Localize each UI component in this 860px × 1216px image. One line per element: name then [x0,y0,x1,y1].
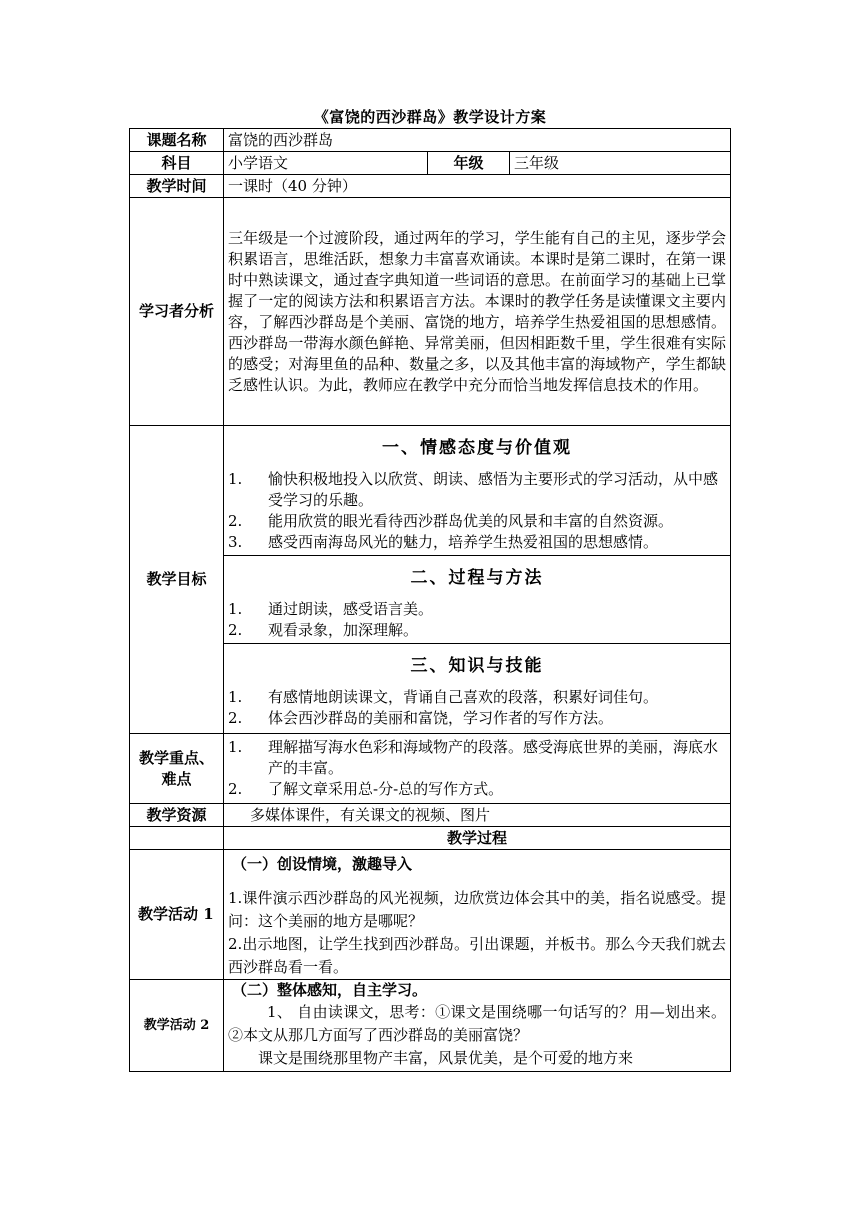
activity-2-paragraph: 课文是围绕那里物产丰富，风景优美，是个可爱的地方来 [258,1049,634,1067]
goal-item [228,599,726,620]
learner-analysis-label: 学习者分析 [130,198,224,426]
process-header: 教学过程 [224,827,731,850]
key-point-text: 了解文章采用总-分-总的写作方式。 [268,780,504,798]
goal-text: 有感情地朗读课文，背诵自己喜欢的段落，积累好词佳句。 [268,688,659,706]
row-resources [130,804,731,827]
learner-analysis-text: 三年级是一个过渡阶段，通过两年的学习，学生能有自己的主见，逐步学会积累语言，思维活跃，想象力丰富喜欢诵读。本课时是第二课时，在第一课时中熟读课文，通过查字典知道一些词语的意思。在前面学习的基础上已掌握了一定的阅读方法和积累语言方法。本课时的教学任务是读懂课文主要内容，了解西沙群岛是个美丽、富饶的地方，培养学生热爱祖国的思想感情。西沙群岛一带海水颜色鲜艳、异常美丽，但因相距数千里，学生很难有实际的感受；对海里鱼的品种、数量之多，以及其他丰富的海域物产，学生都缺乏感性认识。为此，教师应在教学中充分而恰当地发挥信息技术的作用。 [224,198,731,426]
key-point-item [228,779,726,800]
goals-section-heading: 二、过程与方法 [410,568,544,588]
activity-2-label: 教学活动 2 [130,980,224,1072]
topic-label: 课题名称 [130,129,224,152]
row-time [130,175,731,198]
key-points-label: 教学重点、难点 [130,734,224,804]
grade-label: 年级 [428,152,510,175]
goal-item [228,687,726,708]
topic-value: 富饶的西沙群岛 [224,129,731,152]
subject-label: 科目 [130,152,224,175]
goal-number: 2. [228,621,243,639]
key-points-content [224,734,731,804]
goal-number: 2. [228,709,243,727]
row-activity-1 [130,850,731,980]
activity-2-heading: （二）整体感知，自主学习。 [232,981,428,999]
activity-1-label: 教学活动 1 [130,850,224,980]
goal-text: 观看录象，加深理解。 [268,621,419,639]
goal-number: 1. [228,600,243,618]
goal-text: 感受西南海岛风光的魅力，培养学生热爱祖国的思想感情。 [268,533,659,551]
goal-text: 能用欣赏的眼光看待西沙群岛优美的风景和丰富的自然资源。 [268,512,674,530]
goal-number: 1. [228,470,243,488]
activity-1-heading: （一）创设情境，激趣导入 [232,855,413,873]
page-title: 《富饶的西沙群岛》教学设计方案 [313,108,547,126]
goals-section-heading: 三、知识与技能 [410,656,544,676]
time-label: 教学时间 [130,175,224,198]
goal-item [228,511,726,532]
goal-text: 愉快积极地投入以欣赏、朗读、感悟为主要形式的学习活动，从中感受学习的乐趣。 [268,470,719,509]
row-learner-analysis [130,198,731,426]
grade-value: 三年级 [510,152,731,175]
goal-item [228,708,726,729]
key-point-item [228,737,726,779]
goal-text: 体会西沙群岛的美丽和富饶，学习作者的写作方法。 [268,709,614,727]
key-point-text: 理解描写海水色彩和海域物产的段落。感受海底世界的美丽，海底水产的丰富。 [268,738,719,777]
goal-number: 2. [228,512,243,530]
subject-value: 小学语文 [224,152,428,175]
resources-label: 教学资源 [130,804,224,827]
goal-number: 1. [228,688,243,706]
key-point-number: 2. [228,780,243,798]
process-header-blank [130,827,224,850]
goal-text: 通过朗读，感受语言美。 [268,600,434,618]
goal-number: 3. [228,533,243,551]
time-value: 一课时（40 分钟） [224,175,731,198]
activity-2-paragraph: 1、 自由读课文，思考：①课文是围绕哪一句话写的？用—划出来。②本文从那几方面写了西沙群岛的美丽富饶？ [228,1003,727,1044]
activity-2-content [224,980,731,1072]
row-teaching-goals [130,426,731,734]
lesson-plan-table [129,128,731,1072]
row-activity-2 [130,980,731,1072]
activity-1-content [224,850,731,980]
teaching-goals-content [224,426,731,734]
teaching-goals-label: 教学目标 [130,426,224,734]
row-process-header [130,827,731,850]
goal-item [228,620,726,643]
goal-item [228,532,726,555]
row-subject [130,152,731,175]
resources-value: 多媒体课件，有关课文的视频、图片 [224,804,731,827]
activity-1-paragraph: 1.课件演示西沙群岛的风光视频，边欣赏边体会其中的美，指名说感受。提问：这个美丽的地方是哪呢？ [228,889,727,930]
row-topic [130,129,731,152]
activity-1-paragraph: 2.出示地图，让学生找到西沙群岛。引出课题，并板书。那么今天我们就去西沙群岛看一看。 [228,935,727,976]
row-key-points [130,734,731,804]
key-point-number: 1. [228,738,243,756]
goal-item [228,469,726,511]
goals-section-heading: 一、情感态度与价值观 [382,438,572,458]
